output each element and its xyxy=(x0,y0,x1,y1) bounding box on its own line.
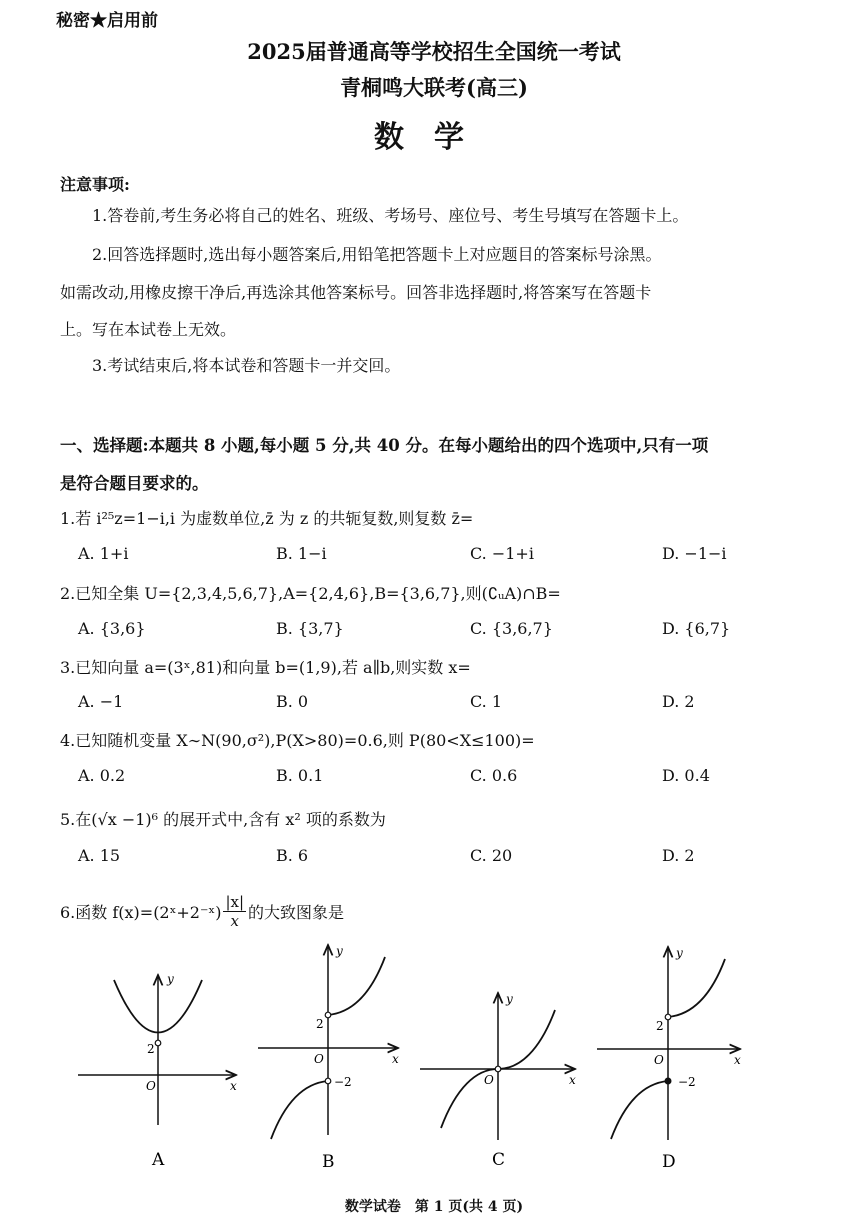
question-4-stem: 4.已知随机变量 X∼N(90,σ²),P(X>80)=0.6,则 P(80<X≤100)= xyxy=(60,731,535,750)
graph-b-x-label: x xyxy=(392,1052,399,1066)
section-heading-line1: 一、选择题:本题共 8 小题,每小题 5 分,共 40 分。在每小题给出的四个选项中,只有一项 xyxy=(60,436,709,455)
graph-c xyxy=(420,992,576,1170)
graph-b xyxy=(258,944,399,1172)
graph-b-y-label: y xyxy=(336,944,343,958)
graph-c-y-label: y xyxy=(506,992,513,1006)
graph-c-x-label: x xyxy=(569,1073,576,1087)
q2-option-d: D. {6,7} xyxy=(662,619,731,638)
question-3-stem: 3.已知向量 a=(3ˣ,81)和向量 b=(1,9),若 a∥b,则实数 x= xyxy=(60,658,471,677)
graph-a-value-2: 2 xyxy=(147,1042,155,1056)
graph-a-x-label: x xyxy=(230,1079,237,1093)
graph-d-y-label: y xyxy=(676,946,683,960)
graph-a-y-label: y xyxy=(167,972,174,986)
graph-c-open-point xyxy=(495,1066,501,1072)
section-heading-line2: 是符合题目要求的。 xyxy=(60,474,209,493)
graph-a-label: A xyxy=(152,1150,165,1170)
q3-option-c: C. 1 xyxy=(470,692,503,711)
graph-a-point xyxy=(155,1040,161,1046)
q4-option-c: C. 0.6 xyxy=(470,766,518,785)
q1-option-d: D. −1−i xyxy=(662,544,727,563)
q4-option-b: B. 0.1 xyxy=(276,766,324,785)
graph-d xyxy=(597,946,741,1172)
q3-option-b: B. 0 xyxy=(276,692,309,711)
q1-option-b: B. 1−i xyxy=(276,544,327,563)
note-2-line2: 如需改动,用橡皮擦干净后,再选涂其他答案标号。回答非选择题时,将答案写在答题卡 xyxy=(60,283,652,302)
graph-b-open-point xyxy=(325,1012,331,1018)
graph-b-open-point-neg xyxy=(325,1078,331,1084)
graph-c-label: C xyxy=(492,1150,506,1170)
question-2-stem: 2.已知全集 U={2,3,4,5,6,7},A={2,4,6},B={3,6,7},则(∁ᵤA)∩B= xyxy=(60,584,561,603)
note-1: 1.答卷前,考生务必将自己的姓名、班级、考场号、座位号、考生号填写在答题卡上。 xyxy=(92,206,689,225)
q6-fraction-numerator: |x| xyxy=(225,893,245,911)
q1-option-a: A. 1+i xyxy=(78,544,129,563)
graph-b-value-neg2: −2 xyxy=(334,1075,352,1089)
q5-option-d: D. 2 xyxy=(662,846,695,865)
q4-option-d: D. 0.4 xyxy=(662,766,710,785)
q6-stem-prefix: 6.函数 f(x)=(2ˣ+2⁻ˣ) xyxy=(60,903,222,922)
graph-d-value-2: 2 xyxy=(656,1019,664,1033)
question-1-stem: 1.若 i²⁵z=1−i,i 为虚数单位,z̄ 为 z 的共轭复数,则复数 z̄= xyxy=(60,509,474,528)
q5-option-c: C. 20 xyxy=(470,846,513,865)
graph-d-curve-left xyxy=(611,1081,668,1139)
q1-option-c: C. −1+i xyxy=(470,544,534,563)
q5-option-a: A. 15 xyxy=(78,846,121,865)
graph-d-origin: O xyxy=(654,1053,664,1067)
graph-b-origin: O xyxy=(314,1052,324,1066)
graph-c-curve-right xyxy=(498,1010,555,1069)
graph-a xyxy=(78,972,237,1170)
graph-b-value-2: 2 xyxy=(316,1017,324,1031)
note-2-line1: 2.回答选择题时,选出每小题答案后,用铅笔把答题卡上对应题目的答案标号涂黑。 xyxy=(92,245,662,264)
q6-stem-suffix: 的大致图象是 xyxy=(248,903,345,922)
graph-b-label: B xyxy=(322,1152,335,1172)
graph-c-origin: O xyxy=(484,1073,494,1087)
q6-graphs xyxy=(0,935,868,1175)
q6-fraction-denominator: x xyxy=(230,912,239,930)
q3-option-d: D. 2 xyxy=(662,692,695,711)
graph-d-closed-point xyxy=(665,1078,671,1084)
q2-option-b: B. {3,7} xyxy=(276,619,344,638)
q3-option-a: A. −1 xyxy=(78,692,124,711)
exam-title: 2025届普通高等学校招生全国统一考试 xyxy=(247,39,621,64)
graph-d-value-neg2: −2 xyxy=(678,1075,696,1089)
graph-a-origin: O xyxy=(146,1079,156,1093)
graph-d-curve-right xyxy=(668,959,725,1017)
secrecy-label: 秘密★启用前 xyxy=(56,11,158,31)
q2-option-c: C. {3,6,7} xyxy=(470,619,553,638)
note-2-line3: 上。写在本试卷上无效。 xyxy=(60,320,237,339)
exam-subtitle: 青桐鸣大联考(高三) xyxy=(340,75,528,100)
notes-heading: 注意事项: xyxy=(60,175,130,194)
graph-d-x-label: x xyxy=(734,1053,741,1067)
graph-d-open-point xyxy=(665,1014,671,1020)
q4-option-a: A. 0.2 xyxy=(78,766,126,785)
q2-option-a: A. {3,6} xyxy=(78,619,146,638)
question-6-stem xyxy=(60,893,344,930)
question-5-stem: 5.在(√x −1)⁶ 的展开式中,含有 x² 项的系数为 xyxy=(60,810,386,829)
q5-option-b: B. 6 xyxy=(276,846,309,865)
note-3: 3.考试结束后,将本试卷和答题卡一并交回。 xyxy=(92,356,401,375)
page-footer: 数学试卷 第 1 页(共 4 页) xyxy=(344,1199,524,1215)
graph-b-curve-right xyxy=(328,957,385,1015)
graph-b-curve-left xyxy=(271,1081,328,1139)
q6-fraction xyxy=(223,893,246,930)
graph-d-label: D xyxy=(662,1152,676,1172)
subject-title: 数学 xyxy=(374,120,494,155)
